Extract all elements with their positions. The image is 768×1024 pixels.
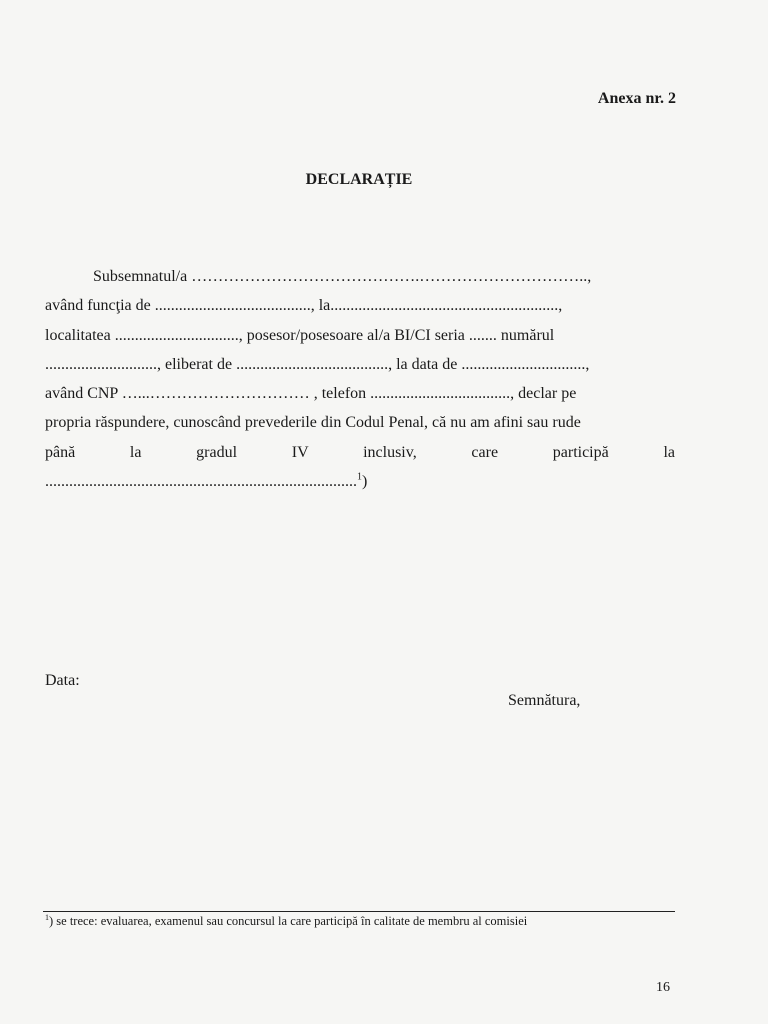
body-line-8-dots: .............................................................................. [45,473,357,491]
body-line-8-end: ) [362,473,368,491]
declaration-body [45,262,675,496]
body-line-1: Subsemnatul/a …………………………………….………………………….., [93,268,592,285]
date-label: Data: [45,672,80,689]
body-line-7: până la gradul IV inclusiv, care participă la [45,443,675,461]
body-line-4: ............................, eliberat de ......................................, la data de ..............................., [45,355,590,373]
footnote-marker: 1 [45,912,49,922]
page-number: 16 [656,980,670,995]
signature-label: Semnătura, [508,692,581,709]
annex-number: Anexa nr. 2 [597,90,676,107]
body-line-8 [45,467,675,496]
footnote-divider [43,911,675,912]
footnote-text: ) se trece: evaluarea, examenul sau concursul la care participă în calitate de membru al comisiei [49,914,528,928]
document-title: DECLARAȚIE [305,171,413,188]
footnote [45,914,527,929]
body-line-5: având CNP …...………………………… , telefon ..................................., declar pe [45,385,577,403]
body-line-2: având funcţia de ......................................., la........................................................., [45,297,563,315]
body-line-3: localitatea ..............................., posesor/posesoare al/a BI/CI seria ....... numărul [45,326,555,344]
body-line-6: propria răspundere, cunoscând prevederile din Codul Penal, că nu am afini sau rude [45,414,581,432]
footnote-reference: 1 [357,471,362,483]
